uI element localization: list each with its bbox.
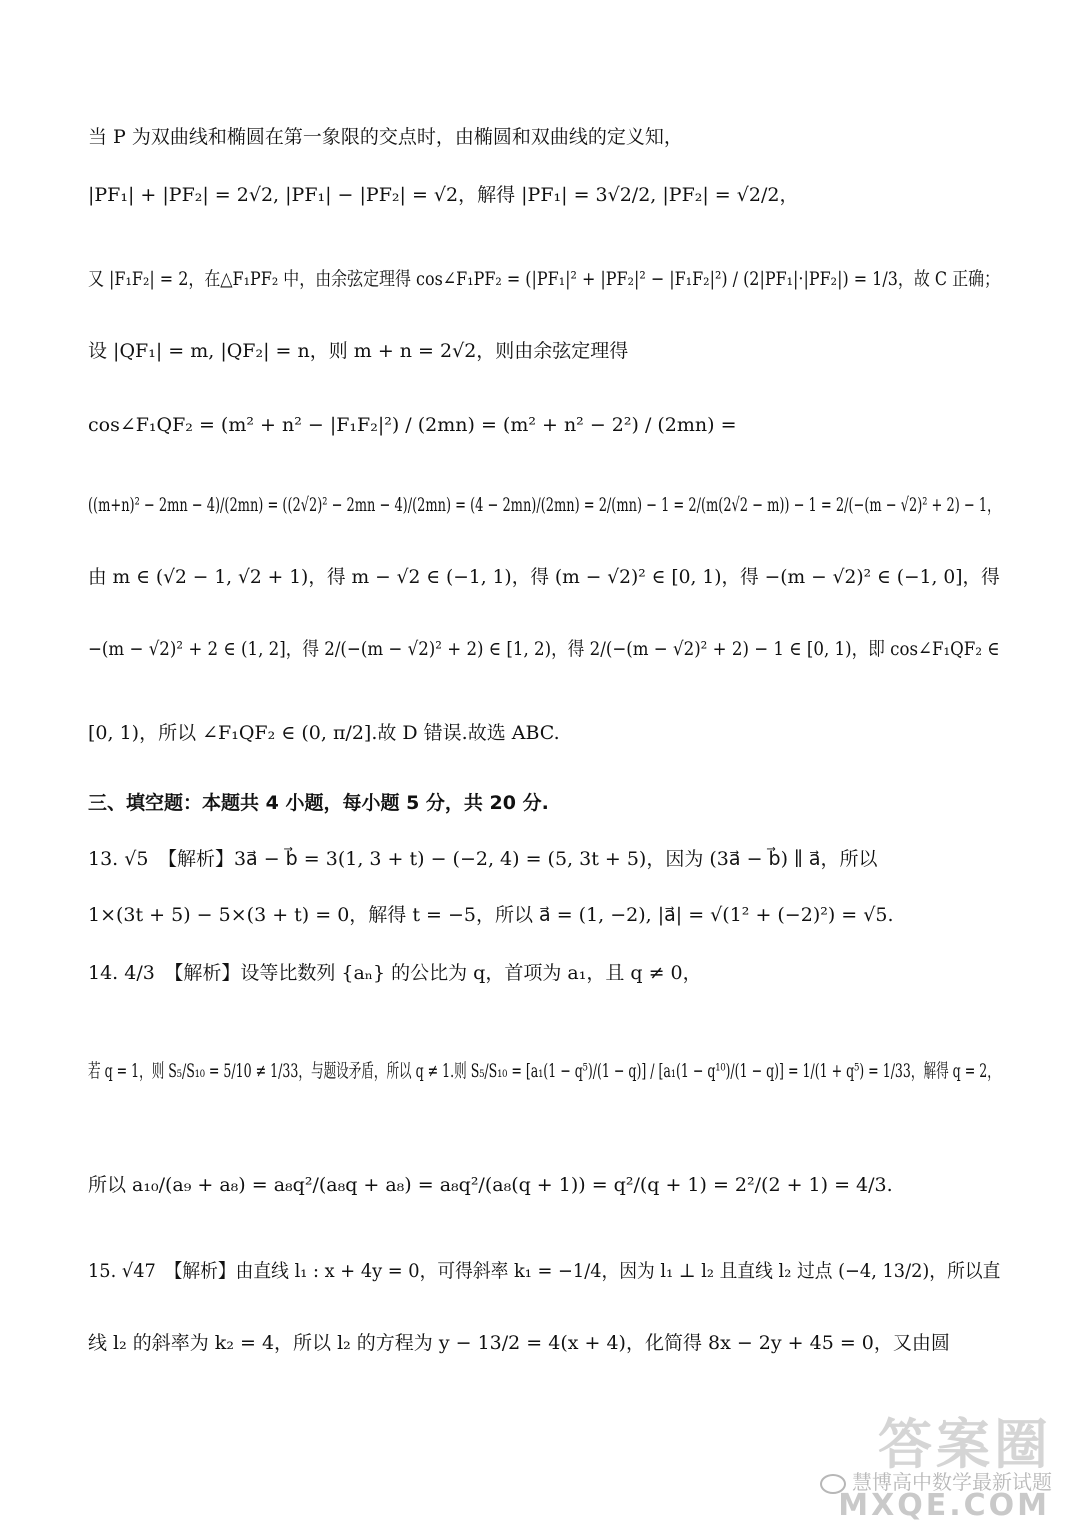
section-heading: 三、填空题：本题共 4 小题，每小题 5 分，共 20 分. xyxy=(88,792,549,814)
text-line-16: 线 l₂ 的斜率为 k₂ = 4，所以 l₂ 的方程为 y − 13/2 = 4(x + 4)，化简得 8x − 2y + 45 = 0，又由圆 xyxy=(88,1332,950,1354)
text-line-14: 所以 a₁₀/(a₉ + a₈) = a₈q²/(a₈q + a₈) = a₈q²/(a₈(q + 1)) = q²/(q + 1) = 2²/(2 + 1) = 4/3. xyxy=(88,1174,893,1196)
text-line-13: 若 q = 1，则 S₅/S₁₀ = 5/10 ≠ 1/33，与题设矛盾，所以 q ≠ 1.则 S₅/S₁₀ = [a₁(1 − q⁵)/(1 − q)] / [a₁(1 − q¹⁰)/(1 − q)] = 1/(1 + q⁵) = 1/33，解得 q = 2， xyxy=(88,1060,1000,1082)
text-line-6: ((m+n)² − 2mn − 4)/(2mn) = ((2√2)² − 2mn − 4)/(2mn) = (4 − 2mn)/(2mn) = 2/(mn) − 1 = 2/(m(2√2 − m)) − 1 = 2/(−(m − √2)² + 2) − 1， xyxy=(88,494,1001,516)
text-line-5: cos∠F₁QF₂ = (m² + n² − |F₁F₂|²) / (2mn) = (m² + n² − 2²) / (2mn) = xyxy=(88,414,737,436)
watermark-site: MXQE.COM xyxy=(838,1488,1050,1523)
text-line-3: 又 |F₁F₂| = 2，在△F₁PF₂ 中，由余弦定理得 cos∠F₁PF₂ = (|PF₁|² + |PF₂|² − |F₁F₂|²) / (2|PF₁|·|PF₂|) = 1/3，故 C 正确； xyxy=(88,268,1000,290)
text-line-8: −(m − √2)² + 2 ∈ (1, 2]，得 2/(−(m − √2)² + 2) ∈ [1, 2)，得 2/(−(m − √2)² + 2) − 1 ∈ [0, 1)，即 cos∠F₁QF₂ ∈ xyxy=(88,638,1000,660)
text-line-10: 13. √5 【解析】3a⃗ − b⃗ = 3(1, 3 + t) − (−2, 4) = (5, 3t + 5)，因为 (3a⃗ − b⃗) ∥ a⃗，所以 xyxy=(88,848,878,870)
watermark-account: 慧博高中数学最新试题 xyxy=(820,1466,1052,1495)
text-line-7: 由 m ∈ (√2 − 1, √2 + 1)，得 m − √2 ∈ (−1, 1)，得 (m − √2)² ∈ [0, 1)，得 −(m − √2)² ∈ (−1, 0]，得 xyxy=(88,566,1000,588)
text-line-2: |PF₁| + |PF₂| = 2√2, |PF₁| − |PF₂| = √2，解得 |PF₁| = 3√2/2, |PF₂| = √2/2， xyxy=(88,184,799,206)
text-line-11: 1×(3t + 5) − 5×(3 + t) = 0，解得 t = −5，所以 a⃗ = (1, −2), |a⃗| = √(1² + (−2)²) = √5. xyxy=(88,904,894,926)
text-line-12: 14. 4/3 【解析】设等比数列 {aₙ} 的公比为 q，首项为 a₁，且 q ≠ 0， xyxy=(88,962,702,984)
text-line-9: [0, 1)，所以 ∠F₁QF₂ ∈ (0, π/2].故 D 错误.故选 ABC. xyxy=(88,722,560,744)
watermark-logo: 答案圈 xyxy=(878,1412,1052,1476)
text-line-15: 15. √47 【解析】由直线 l₁ : x + 4y = 0，可得斜率 k₁ = −1/4，因为 l₁ ⊥ l₂ 且直线 l₂ 过点 (−4, 13/2)，所以直 xyxy=(88,1260,1001,1282)
text-line-1: 当 P 为双曲线和椭圆在第一象限的交点时，由椭圆和双曲线的定义知， xyxy=(88,126,683,148)
text-line-4: 设 |QF₁| = m, |QF₂| = n，则 m + n = 2√2，则由余弦定理得 xyxy=(88,340,629,362)
